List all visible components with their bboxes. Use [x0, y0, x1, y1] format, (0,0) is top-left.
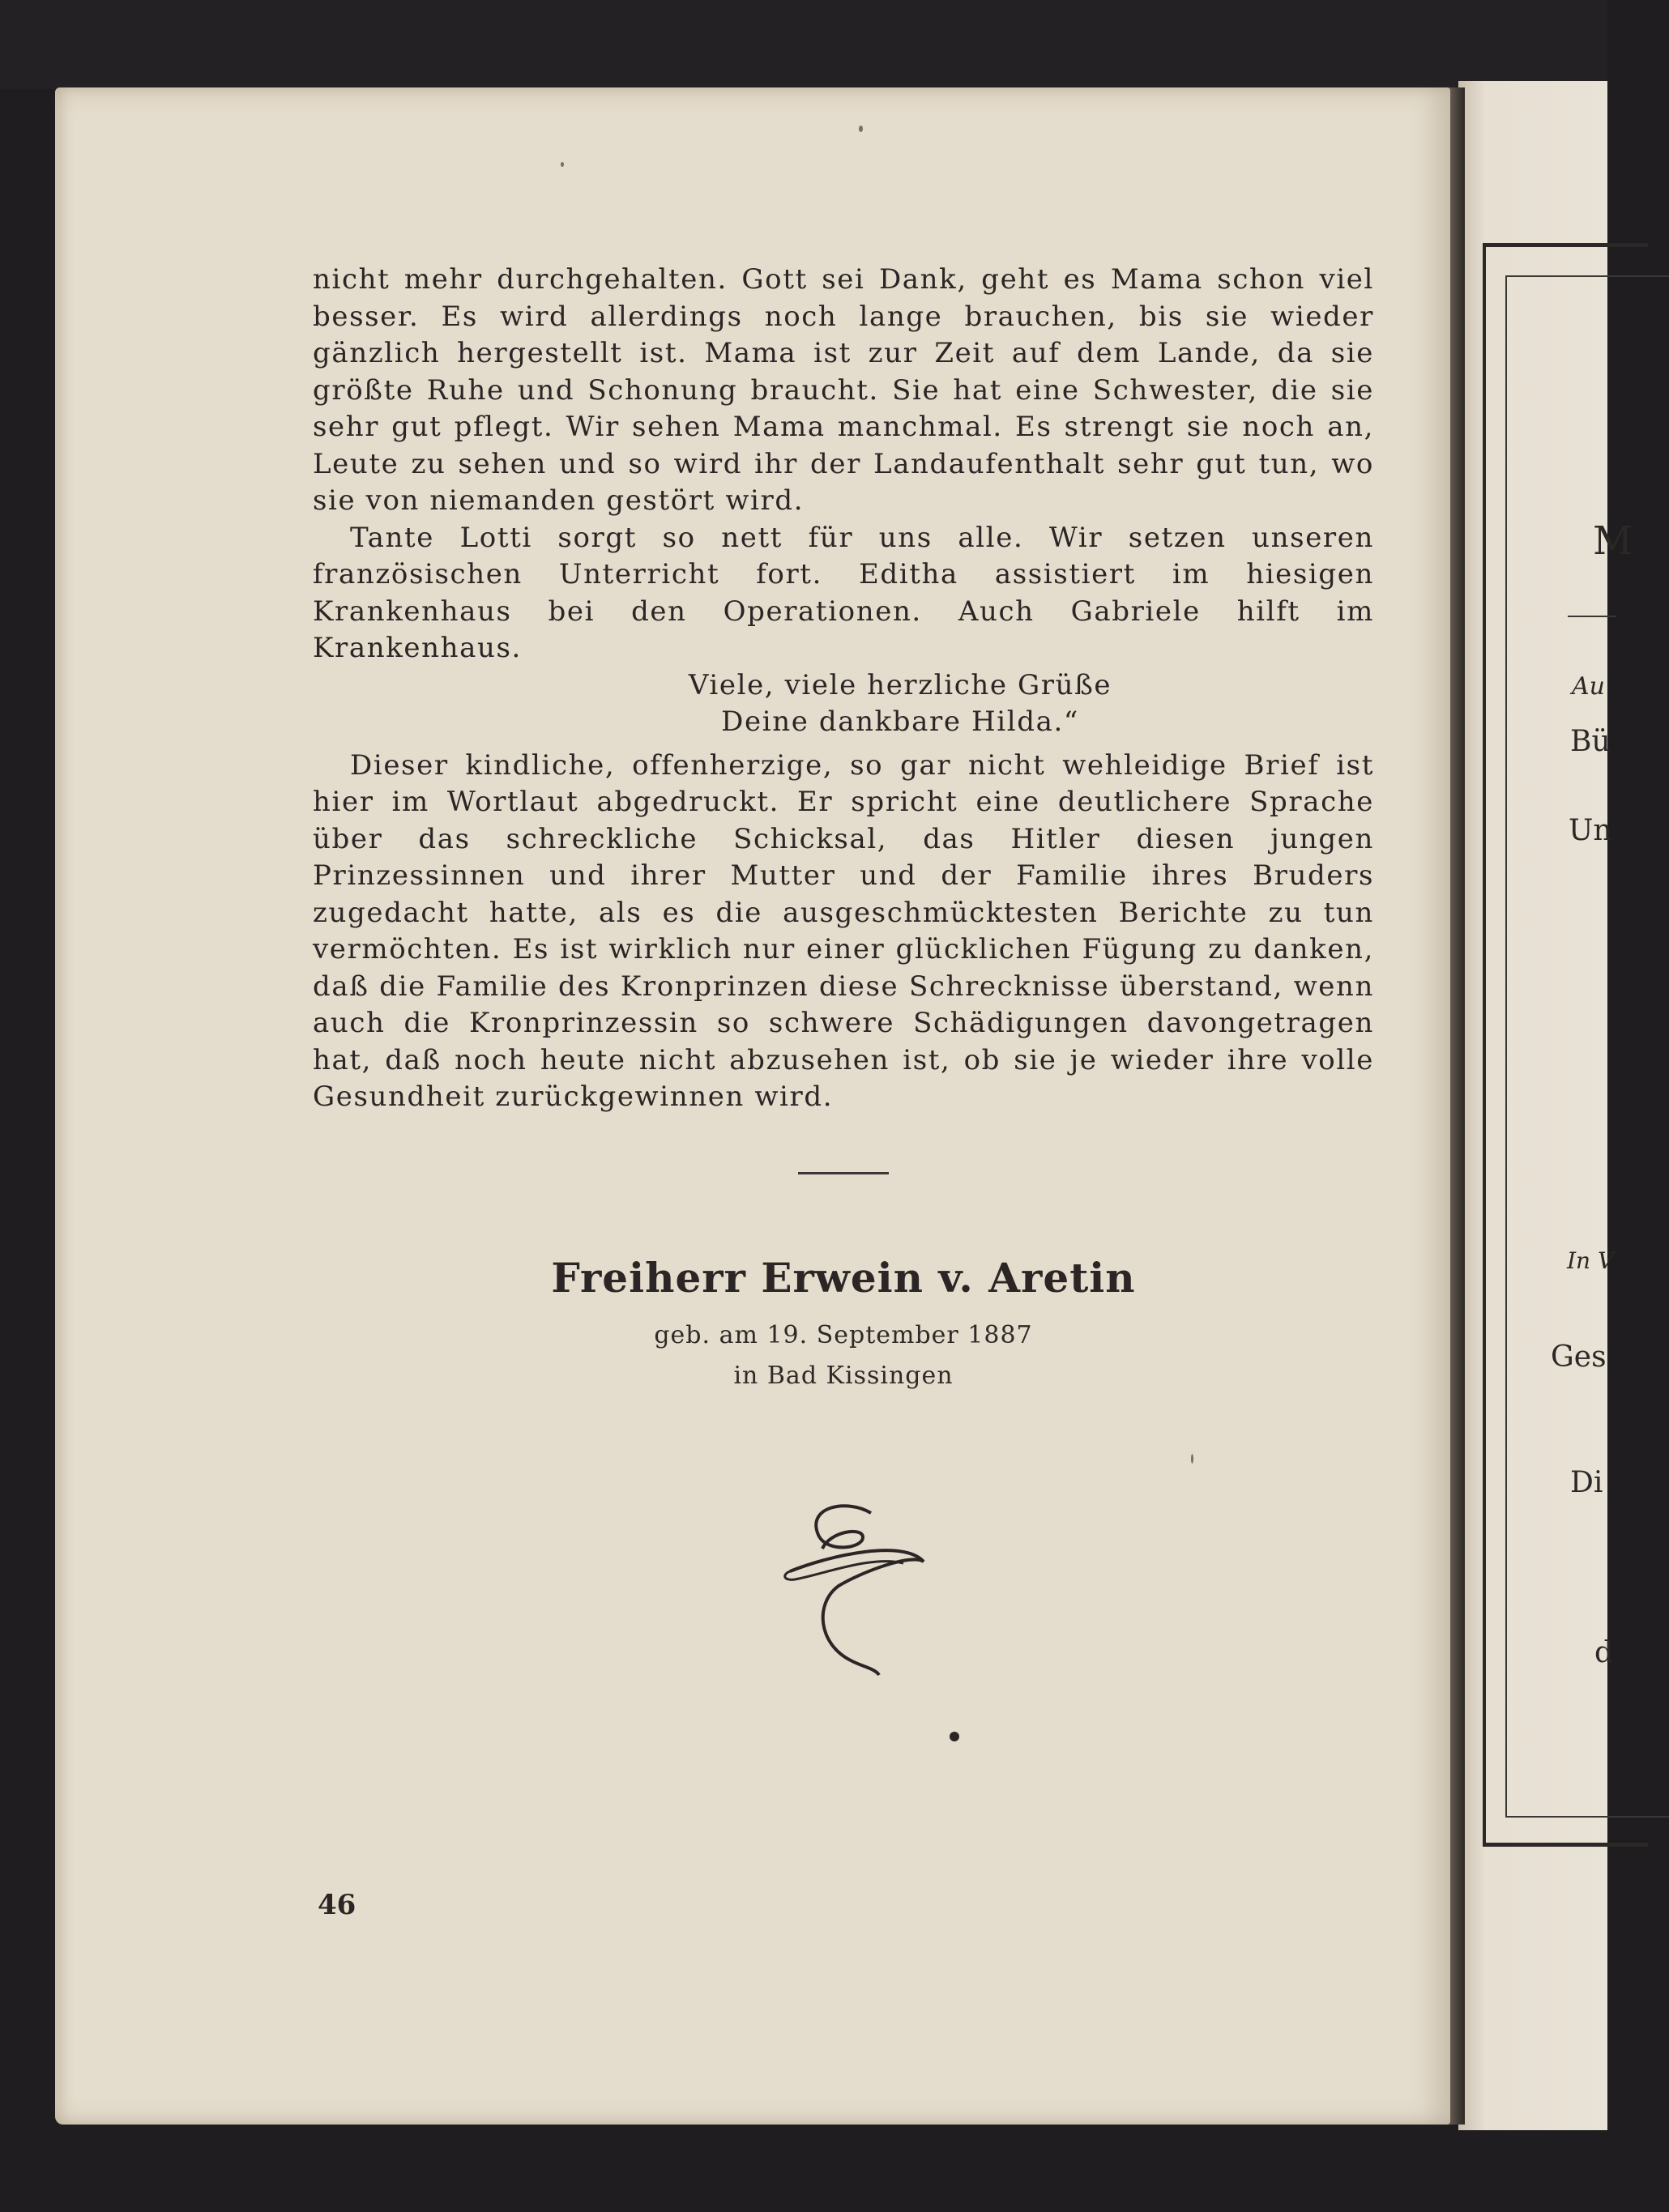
ornament-dot [950, 1732, 959, 1741]
adjacent-fragment: M [1593, 518, 1633, 564]
birth-date: geb. am 19. September 1887 [654, 1321, 1033, 1349]
letter-signature: Deine dankbare Hilda.“ [721, 705, 1079, 738]
adjacent-fragment: Ges [1551, 1340, 1607, 1374]
adjacent-page-frame-inner [1505, 275, 1669, 1818]
section-title: Freiherr Erwein v. Aretin [551, 1254, 1136, 1302]
section-divider [798, 1172, 889, 1174]
adjacent-fragment: Di [1570, 1466, 1603, 1499]
birth-info [313, 1315, 1374, 1396]
adjacent-fragment: Au [1572, 672, 1605, 701]
commentary-paragraph: Dieser kindliche, offenherzige, so gar nicht wehleidige Brief ist hier im Wortlaut abgedruckt. Er spricht eine deutlichere Sprache über das schreckliche Schicksal, das Hitler diesen jungen Prinzessinnen und ihrer Mutter und der Familie ihres Bruders zugedacht hatte, als es die ausgeschmücktesten Berichte zu tun vermöchten. Es ist wirklich nur einer glücklichen Fügung zu danken, daß die Familie des Kronprinzen diese Schrecknisse überstand, wenn auch die Kronprinzessin so schwere Schädigungen davongetragen hat, daß noch heute nicht abzusehen ist, ob sie je wieder ihre volle Gesundheit zurückgewinnen wird. [313, 748, 1374, 1113]
paper-speck [561, 162, 564, 167]
adjacent-fragment: Un [1569, 814, 1612, 847]
adjacent-fragment: d [1594, 1636, 1614, 1669]
letter-closing: Viele, viele herzliche Grüße [688, 668, 1112, 701]
adjacent-fragment: Bü [1570, 725, 1611, 758]
paper-speck [859, 126, 863, 132]
monogram-letter: E [774, 1490, 775, 1491]
birth-place: in Bad Kissingen [733, 1362, 954, 1390]
letter-paragraph-1: nicht mehr durchgehalten. Gott sei Dank, geht es Mama schon viel besser. Es wird allerdings noch lange brauchen, bis sie wieder gänzlich hergestellt ist. Mama ist zur Zeit auf dem Lande, da sie größte Ruhe und Schonung braucht. Sie hat eine Schwester, die sie sehr gut pflegt. Wir sehen Mama manchmal. Es strengt sie noch an, Leute zu sehen und so wird ihr der Landaufenthalt sehr gut tun, wo sie von niemanden gestört wird. [313, 263, 1374, 517]
main-text [313, 262, 1374, 1116]
monogram-ornament [774, 1490, 944, 1685]
paper-speck [1191, 1454, 1193, 1464]
page-number: 46 [318, 1889, 356, 1921]
adjacent-page-rule [1568, 616, 1616, 617]
adjacent-fragment: In V [1567, 1247, 1615, 1274]
scanner-background [0, 0, 1607, 89]
letter-paragraph-2: Tante Lotti sorgt so nett für uns alle. Wir setzen unseren französischen Unterricht fort. Editha assistiert im hiesigen Krankenhaus bei den Operationen. Auch Gabriele hilft im Krankenhaus. [313, 521, 1374, 664]
